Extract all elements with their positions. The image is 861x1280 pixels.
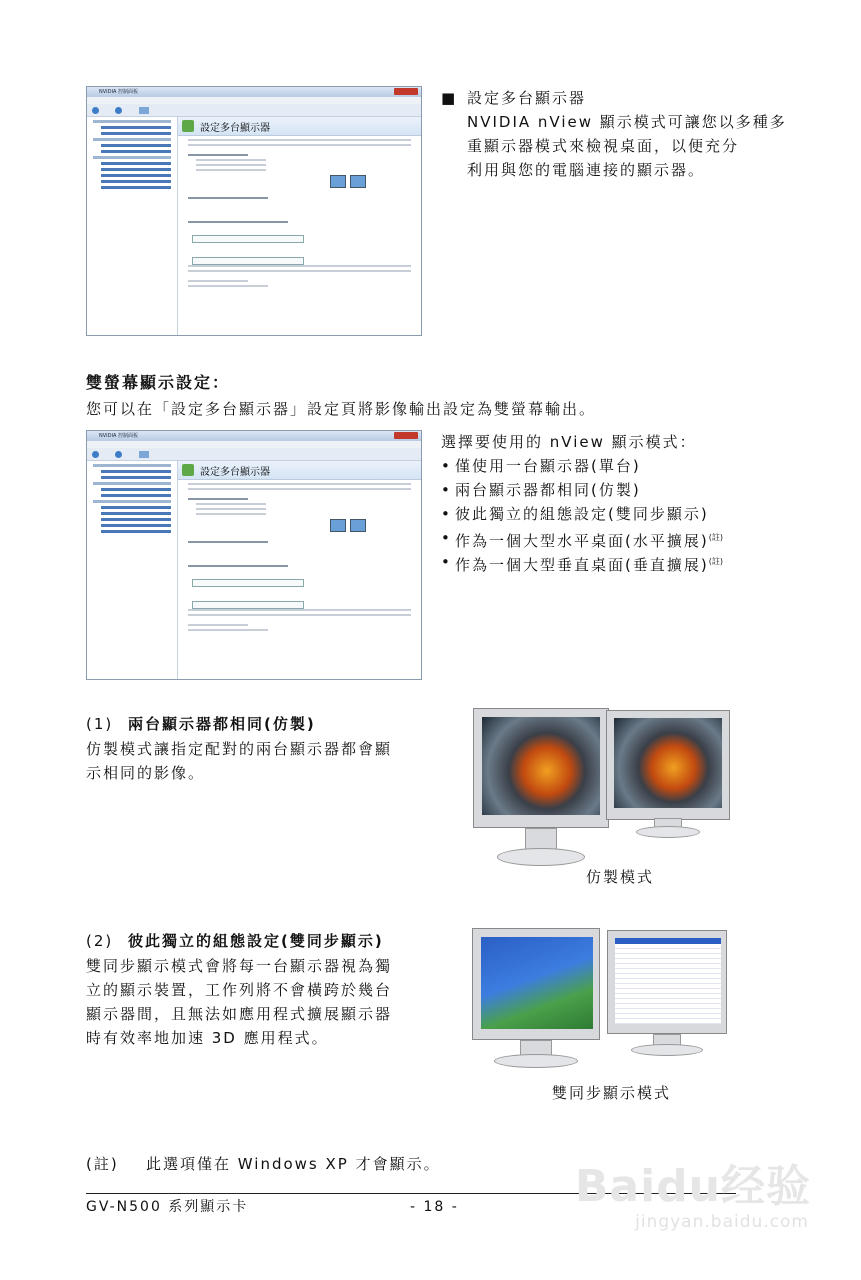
dualview-desc-line-3: 顯示器間，且無法如應用程式擴展顯示器 [86,1005,393,1023]
mode-item-5-label: 作為一個大型垂直桌面(垂直擴展) [455,556,709,574]
clone-monitor-right [606,710,730,840]
footer-product: GV-N500 系列顯示卡 [86,1199,249,1215]
back-icon [92,107,99,114]
clone-caption: 仿製模式 [586,868,655,886]
page-banner [178,461,421,480]
display-dropdown [192,235,304,243]
page-banner [178,117,421,136]
top-bullet-title: 設定多台顯示器 [467,89,587,107]
home-icon [139,107,149,114]
dualview-monitor-left [472,928,600,1070]
bullet-dot-icon: • [441,457,452,475]
bullet-dot-icon: • [441,553,452,571]
mode-item-2: 兩台顯示器都相同(仿製) [455,481,641,499]
nvidia-control-panel-screenshot-top [86,86,422,336]
footnote-mark: (註) [86,1155,119,1173]
window-controls [394,88,418,95]
baidu-watermark-url: jingyan.baidu.com [635,1212,809,1232]
nvidia-logo-icon [182,464,194,476]
bullet-square-icon: ■ [441,89,458,107]
nvidia-control-panel-screenshot-bottom [86,430,422,680]
section-intro: 您可以在「設定多台顯示器」設定頁將影像輸出設定為雙螢幕輸出。 [86,400,597,418]
toolbar [87,448,421,461]
dualview-desc-line-4: 時有效率地加速 3D 應用程式。 [86,1029,329,1047]
settings-pane [178,117,421,335]
menubar [87,97,421,104]
page-title: 設定多台顯示器 [200,467,270,478]
display-dropdown [192,601,304,609]
section-heading: 雙螢幕顯示設定： [86,373,231,392]
bullet-dot-icon: • [441,529,452,547]
nvidia-logo-icon [182,120,194,132]
dualview-caption: 雙同步顯示模式 [552,1084,672,1102]
clone-desc-line-2: 示相同的影像。 [86,764,206,782]
forward-icon [115,451,122,458]
clone-monitor-left [473,708,609,868]
clone-number: (1) [86,715,114,733]
forward-icon [115,107,122,114]
menubar [87,441,421,448]
mode-item-1: 僅使用一台顯示器(單台) [455,457,641,475]
mode-item-4 [455,527,723,552]
display-dropdown [192,257,304,265]
clone-title: 兩台顯示器都相同(仿製) [128,715,316,733]
settings-pane [178,461,421,679]
window-title: NVIDIA 控制面板 [99,433,138,439]
task-sidebar [87,117,178,335]
display-dropdown [192,579,304,587]
clone-desc-line-1: 仿製模式讓指定配對的兩台顯示器都會顯 [86,740,393,758]
dualview-desc-line-1: 雙同步顯示模式會將每一台顯示器視為獨 [86,957,393,975]
page-number: - 18 - [410,1199,459,1215]
xp-desktop-image [481,937,593,1029]
window-controls [394,432,418,439]
document-window-image [615,938,721,1024]
monitor-icon [330,519,346,532]
baidu-watermark: Baidu经验 [574,1161,811,1212]
monitor-icon [350,175,366,188]
monitor-icon [350,519,366,532]
dualview-title: 彼此獨立的組態設定(雙同步顯示) [128,932,384,950]
top-bullet-line-1: NVIDIA nView 顯示模式可讓您以多種多 [467,113,787,131]
window-titlebar [87,87,421,97]
home-icon [139,451,149,458]
footnote-text: 此選項僅在 Windows XP 才會顯示。 [146,1155,441,1173]
mode-item-3: 彼此獨立的組態設定(雙同步顯示) [455,505,709,523]
orb-wallpaper-image [482,717,600,815]
note-mark: (註) [708,557,723,566]
back-icon [92,451,99,458]
dualview-desc-line-2: 立的顯示裝置，工作列將不會橫跨於幾台 [86,981,393,999]
dualview-number: (2) [86,932,114,950]
mode-item-4-label: 作為一個大型水平桌面(水平擴展) [455,532,709,550]
note-mark: (註) [708,533,723,542]
task-sidebar [87,461,178,679]
window-titlebar [87,431,421,441]
window-title: NVIDIA 控制面板 [99,89,138,95]
page-title: 設定多台顯示器 [200,123,270,134]
bullet-dot-icon: • [441,481,452,499]
toolbar [87,104,421,117]
top-bullet-line-2: 重顯示器模式來檢視桌面，以便充分 [467,137,740,155]
monitor-icon [330,175,346,188]
mode-item-5 [455,551,723,576]
top-bullet-line-3: 利用與您的電腦連接的顯示器。 [467,161,706,179]
bullet-dot-icon: • [441,505,452,523]
orb-wallpaper-image [614,718,722,808]
dualview-monitor-right [607,930,727,1060]
mode-list-title: 選擇要使用的 nView 顯示模式： [441,433,697,451]
